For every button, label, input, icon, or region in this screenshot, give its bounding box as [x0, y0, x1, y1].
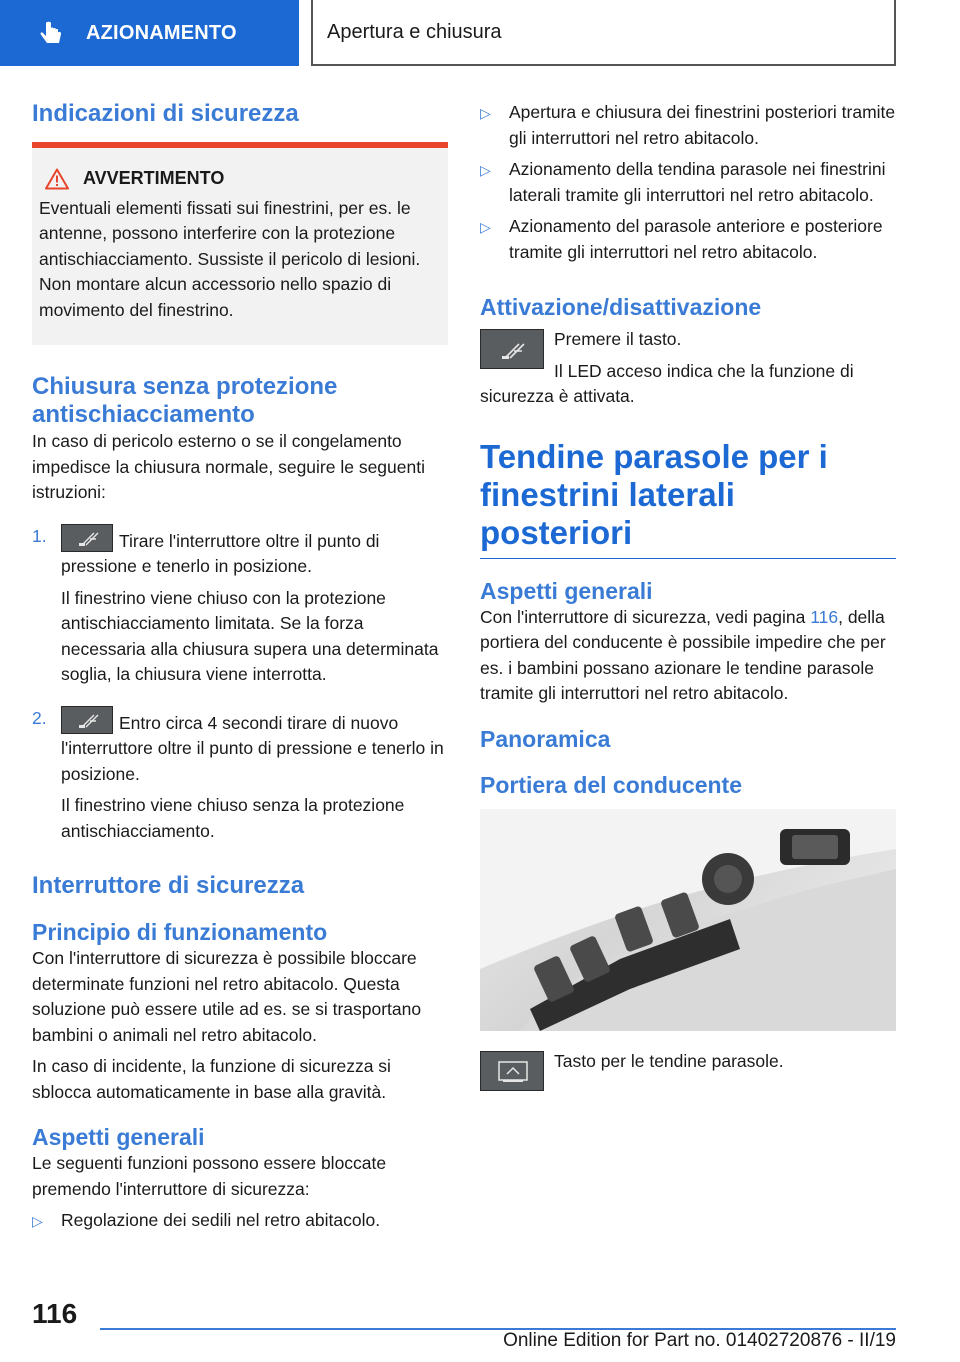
section-label: Apertura e chiusura [327, 20, 502, 43]
step-text: Entro circa 4 secondi tirare di nuovo l'interruttore oltre il punto di pressione e tenerlo in posizione. [61, 712, 444, 784]
general-heading: Aspetti generali [32, 1124, 205, 1150]
left-column [32, 100, 448, 1235]
warning-title: AVVERTIMENTO [83, 168, 225, 188]
right-column [480, 100, 896, 1091]
list-item-text: Regolazione dei sedili nel retro abitacolo. [61, 1210, 381, 1230]
hand-pointer-icon [38, 19, 66, 47]
no-protection-heading: Chiusura senza protezione antischiacciamento [32, 373, 338, 428]
list-item [480, 100, 896, 151]
switch-heading: Interruttore di sicurezza [32, 872, 305, 899]
activation-heading: Attivazione/disattivazione [480, 294, 762, 320]
warning-text: Eventuali elementi fissati sui finestrini, per es. le antenne, possono interferire con la protezione antischiacciamento. Sussiste il pericolo di lesioni. Non montare alcun accessorio nello spazio di movimento del finestrino. [39, 197, 421, 320]
list-item-text: Azionamento della tendina parasole nei finestrini laterali tramite gli interruttori nel retro abitacolo. [509, 159, 886, 205]
warning-box [32, 142, 448, 345]
bullet-triangle-icon: ▷ [480, 105, 491, 121]
list-item [480, 157, 896, 208]
activation-block [480, 327, 896, 410]
door-heading: Portiera del conducente [480, 771, 743, 798]
list-item [32, 1208, 448, 1235]
principle-text-2: In caso di incidente, la funzione di sicurezza si sblocca automaticamente in base alla gravità. [32, 1056, 391, 1102]
general-text-right [480, 605, 896, 707]
activation-line-1: Premere il tasto. [554, 329, 682, 349]
step-2 [32, 706, 448, 845]
step-number: 2. [32, 707, 47, 728]
overview-heading: Panoramica [480, 725, 611, 752]
principle-heading: Principio di funzionamento [32, 919, 328, 945]
window-switch-icon [61, 706, 113, 734]
general-heading-right: Aspetti generali [480, 577, 653, 604]
page-number: 116 [32, 1298, 78, 1329]
bullet-triangle-icon: ▷ [32, 1213, 43, 1229]
sunshade-key-icon [480, 1051, 544, 1091]
principle-text: Con l'interruttore di sicurezza è possibile bloccare determinate funzioni nel retro abitacolo. Questa soluzione può essere utile ad es. se si trasportano bambini o animali nel retro abitacolo. [32, 948, 422, 1045]
window-switch-icon [480, 329, 544, 369]
general-text-part: , della portiera del conducente è possibile impedire che per es. i bambini possano azionare le tendine parasole tramite gli interruttori nel retro abitacolo. [480, 606, 886, 703]
chapter-heading: Tendine parasole per i finestrini laterali posteriori [480, 438, 896, 559]
edition-footer: Online Edition for Part no. 01402720876 - II/19 [503, 1330, 896, 1351]
activation-line-2: Il LED acceso indica che la funzione di sicurezza è attivata. [480, 360, 854, 406]
chapter-tab [0, 0, 299, 66]
chapter-label: AZIONAMENTO [86, 21, 237, 44]
step-1 [32, 524, 448, 688]
window-switch-icon [61, 524, 113, 552]
door-panel-photo [480, 809, 896, 1031]
safety-heading: Indicazioni di sicurezza [32, 100, 299, 127]
sunshade-key-block [480, 1049, 896, 1075]
step-note: Il finestrino viene chiuso senza la protezione antischiacciamento. [61, 795, 405, 841]
bullet-triangle-icon: ▷ [480, 219, 491, 235]
general-text-part: Con l'interruttore di sicurezza, vedi pagina [480, 606, 811, 627]
no-protection-intro: In caso di pericolo esterno o se il congelamento impedisce la chiusura normale, seguire le seguenti istruzioni: [32, 431, 425, 502]
warning-header [45, 166, 440, 192]
list-item-text: Apertura e chiusura dei finestrini posteriori tramite gli interruttori nel retro abitacolo. [509, 102, 896, 148]
bullet-triangle-icon: ▷ [480, 162, 491, 178]
section-header [311, 0, 896, 66]
step-text: Tirare l'interruttore oltre il punto di pressione e tenerlo in posizione. [61, 530, 380, 576]
step-note: Il finestrino viene chiuso con la protezione antischiacciamento limitata. Se la forza necessaria alla chiusura supera una determinata soglia, la chiusura viene interrotta. [61, 587, 439, 684]
step-number: 1. [32, 525, 47, 546]
list-item-text: Azionamento del parasole anteriore e posteriore tramite gli interruttori nel retro abitacolo. [509, 216, 883, 262]
list-item [480, 214, 896, 265]
warning-triangle-icon [45, 168, 69, 190]
page-link[interactable]: 116 [810, 606, 839, 627]
sunshade-key-text: Tasto per le tendine parasole. [554, 1050, 784, 1071]
general-text: Le seguenti funzioni possono essere bloccate premendo l'interruttore di sicurezza: [32, 1153, 387, 1199]
